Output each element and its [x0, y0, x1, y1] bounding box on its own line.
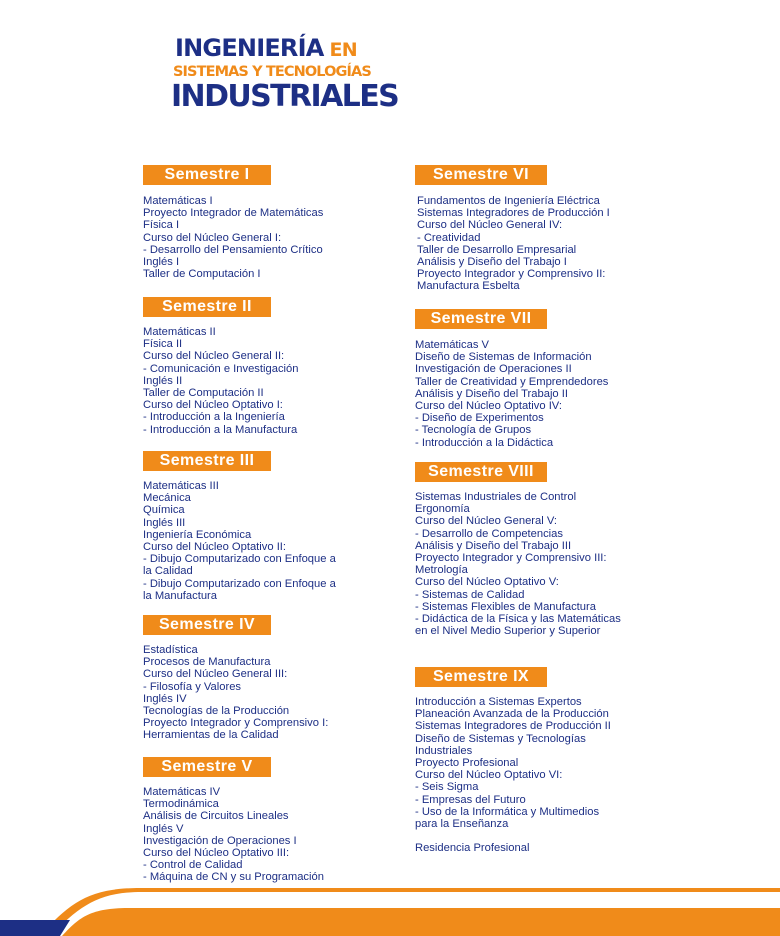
semester-heading-7: Semestre VII — [415, 309, 547, 329]
course-item: Taller de Creatividad y Emprendedores — [415, 375, 609, 388]
course-item: Herramientas de la Calidad — [143, 729, 279, 742]
course-item: - Control de Calidad — [143, 859, 243, 872]
course-item: - Desarrollo de Competencias — [415, 527, 563, 540]
course-item: Análisis de Circuitos Lineales — [143, 810, 289, 823]
course-item: - Tecnología de Grupos — [415, 424, 532, 437]
footer-stripes — [0, 880, 780, 936]
course-item: - Máquina de CN y su Programación — [143, 871, 324, 884]
course-item: Química — [143, 504, 185, 517]
semester-heading-8: Semestre VIII — [415, 462, 547, 482]
course-item: Ergonomía — [415, 503, 470, 516]
course-item: Proyecto Profesional — [415, 757, 519, 770]
course-item: - Creatividad — [417, 231, 481, 244]
course-item: - Introducción a la Ingeniería — [143, 411, 285, 424]
course-item: Taller de Computación I — [143, 268, 261, 281]
course-item: Análisis y Diseño del Trabajo II — [415, 387, 568, 400]
course-item: Física I — [143, 219, 180, 232]
course-item: Análisis y Diseño del Trabajo III — [415, 539, 572, 552]
course-item: - Uso de la Informática y Multimedios — [415, 805, 600, 818]
course-item: - Desarrollo del Pensamiento Crítico — [143, 243, 323, 256]
course-item: Curso del Núcleo General IV: — [417, 219, 563, 232]
course-item: la Calidad — [143, 565, 193, 578]
course-item: - Didáctica de la Física y las Matemáticas — [415, 613, 621, 626]
course-list-9 — [415, 696, 611, 854]
course-item: - Seis Sigma — [415, 781, 479, 794]
course-item: Introducción a Sistemas Expertos — [415, 696, 582, 708]
course-item: Industriales — [415, 744, 473, 757]
title-line-1 — [175, 34, 357, 64]
semester-heading-3: Semestre III — [143, 451, 271, 471]
course-list-2 — [143, 326, 298, 436]
course-item: Metrología — [415, 564, 468, 577]
course-item: Estadística — [143, 644, 198, 656]
course-item: Curso del Núcleo Optativo III: — [143, 847, 290, 860]
course-item: Curso del Núcleo Optativo I: — [143, 399, 283, 412]
course-item: Proyecto Integrador y Comprensivo III: — [415, 552, 607, 565]
semester-heading-1: Semestre I — [143, 165, 271, 185]
course-item: Curso del Núcleo Optativo IV: — [415, 400, 562, 413]
course-item: Sistemas Industriales de Control — [415, 491, 577, 503]
course-item: Termodinámica — [143, 798, 219, 811]
course-item: - Diseño de Experimentos — [415, 412, 544, 425]
course-item: Sistemas Integradores de Producción I — [417, 207, 610, 220]
course-item: - Sistemas de Calidad — [415, 588, 525, 601]
title-word-en: EN — [329, 39, 357, 61]
course-item: Curso del Núcleo General II: — [143, 350, 285, 363]
course-list-8 — [415, 491, 621, 637]
course-item: Proyecto Integrador y Comprensivo I: — [143, 717, 329, 730]
course-item: Taller de Computación II — [143, 387, 264, 400]
course-item: Curso del Núcleo Optativo V: — [415, 576, 559, 589]
course-item: Inglés I — [143, 256, 180, 269]
course-item: Manufactura Esbelta — [417, 280, 520, 293]
course-item: Matemáticas I — [143, 195, 213, 207]
course-item: Matemáticas V — [415, 339, 489, 351]
course-item: - Dibujo Computarizado con Enfoque a — [143, 577, 336, 590]
course-item: Diseño de Sistemas de Información — [415, 351, 592, 364]
title-line-2: SISTEMAS Y TECNOLOGÍAS — [173, 64, 371, 80]
course-item: Investigación de Operaciones II — [415, 363, 572, 376]
course-list-1 — [143, 195, 323, 280]
course-item: - Introducción a la Manufactura — [143, 423, 298, 436]
course-item: Curso del Núcleo Optativo VI: — [415, 769, 563, 782]
course-item: Física II — [143, 338, 183, 351]
semester-heading-4: Semestre IV — [143, 615, 271, 635]
course-item: - Filosofía y Valores — [143, 680, 242, 693]
semester-heading-9: Semestre IX — [415, 667, 547, 687]
course-item: Análisis y Diseño del Trabajo I — [417, 256, 567, 269]
course-item: Residencia Profesional — [415, 842, 530, 855]
course-item: Curso del Núcleo General I: — [143, 231, 282, 244]
footer-navy-band — [0, 920, 70, 936]
course-item: Planeación Avanzada de la Producción — [415, 708, 609, 721]
semester-heading-2: Semestre II — [143, 297, 271, 317]
course-item: Procesos de Manufactura — [143, 656, 271, 669]
course-item: - Introducción a la Didáctica — [415, 436, 554, 449]
course-list-6 — [417, 195, 610, 293]
semester-heading-5: Semestre V — [143, 757, 271, 777]
course-item: en el Nivel Medio Superior y Superior — [415, 625, 601, 638]
course-item: Inglés V — [143, 822, 184, 835]
course-list-4 — [143, 644, 328, 742]
course-item: Inglés III — [143, 516, 186, 529]
course-item: Curso del Núcleo General V: — [415, 515, 557, 528]
course-list-3 — [143, 480, 336, 602]
semester-heading-6: Semestre VI — [415, 165, 547, 185]
course-item: Inglés IV — [143, 692, 187, 705]
course-item: - Empresas del Futuro — [415, 793, 526, 806]
course-item: Fundamentos de Ingeniería Eléctrica — [417, 195, 600, 207]
course-item: Inglés II — [143, 374, 183, 387]
course-item: Mecánica — [143, 492, 191, 505]
course-item: Matemáticas II — [143, 326, 216, 338]
course-item: Taller de Desarrollo Empresarial — [417, 243, 577, 256]
course-item: Proyecto Integrador y Comprensivo II: — [417, 268, 606, 281]
course-item: Curso del Núcleo General III: — [143, 668, 288, 681]
course-item: Matemáticas III — [143, 480, 219, 492]
course-item: Sistemas Integradores de Producción II — [415, 720, 611, 733]
course-item: la Manufactura — [143, 589, 218, 602]
title-line-3: INDUSTRIALES — [171, 79, 399, 114]
course-item: Tecnologías de la Producción — [143, 705, 290, 718]
course-list-7 — [415, 339, 608, 449]
footer-orange-band — [62, 908, 780, 936]
course-list-5 — [143, 786, 324, 884]
course-item: Curso del Núcleo Optativo II: — [143, 541, 287, 554]
course-item: para la Enseñanza — [415, 818, 509, 831]
course-item: - Dibujo Computarizado con Enfoque a — [143, 553, 336, 566]
course-item: Matemáticas IV — [143, 786, 221, 798]
course-item: Ingeniería Económica — [143, 528, 252, 541]
course-item: Investigación de Operaciones I — [143, 834, 297, 847]
course-item: - Sistemas Flexibles de Manufactura — [415, 600, 596, 613]
course-item: - Comunicación e Investigación — [143, 362, 299, 375]
course-item: Proyecto Integrador de Matemáticas — [143, 207, 324, 220]
title-word-ingenieria: INGENIERÍA — [175, 34, 324, 62]
course-item: Diseño de Sistemas y Tecnologías — [415, 732, 586, 745]
